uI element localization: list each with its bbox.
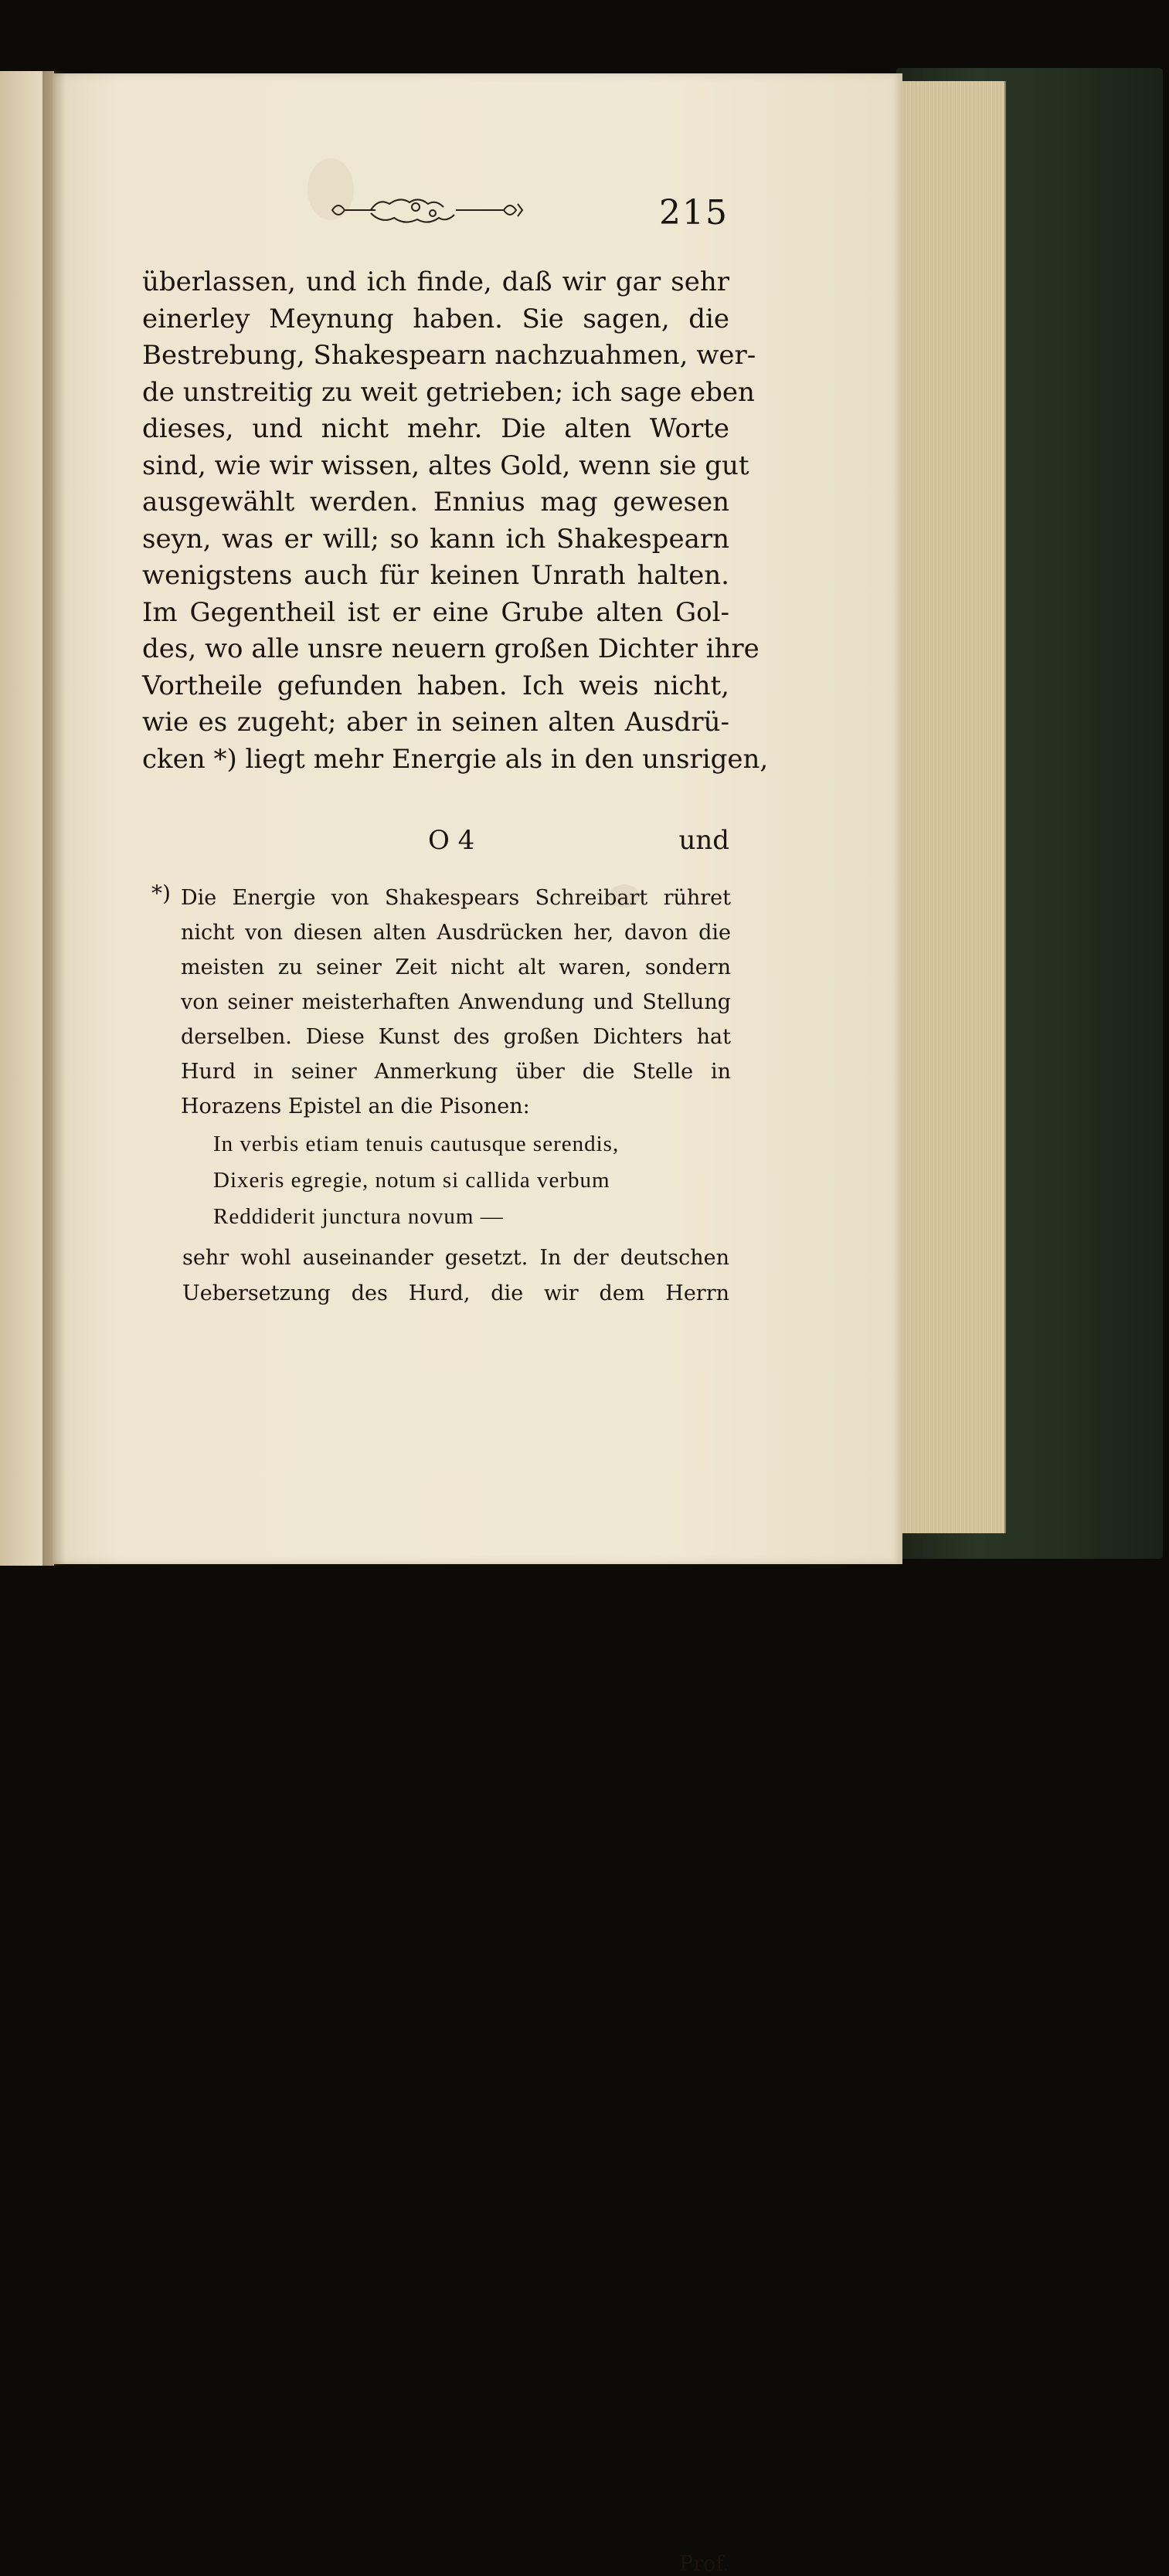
body-line: Im Gegentheil ist er eine Grube alten Gol-	[142, 596, 729, 628]
body-line: Bestrebung, Shakespearn nachzuahmen, wer-	[142, 340, 756, 371]
footnote-catchword: Prof.	[679, 2552, 729, 2576]
body-line: wenigstens auch für keinen Unrath halten.	[142, 560, 729, 591]
body-text	[142, 264, 769, 778]
body-line: sind, wie wir wissen, altes Gold, wenn sie gut	[142, 450, 749, 481]
body-line: ausgewählt werden. Ennius mag gewesen	[142, 487, 729, 518]
latin-quotation	[213, 1126, 731, 1235]
body-line: überlassen, und ich finde, daß wir gar sehr	[142, 266, 729, 297]
footnote-line: nicht von diesen alten Ausdrücken her, davon die	[181, 921, 731, 945]
footnote-line: Uebersetzung des Hurd, die wir dem Herrn	[182, 1281, 729, 1305]
footnote-marker: *)	[151, 881, 171, 906]
body-line: cken *) liegt mehr Energie als in den unsrigen,	[142, 743, 769, 775]
body-line: einerley Meynung haben. Sie sagen, die	[142, 303, 729, 334]
footnote-line: Die Energie von Shakespears Schreibart rühret	[181, 886, 731, 910]
page-block-edges	[896, 81, 1006, 1533]
footnote-line: meisten zu seiner Zeit nicht alt waren, sondern	[181, 955, 731, 979]
body-line: wie es zugeht; aber in seinen alten Ausdrü-	[142, 707, 729, 738]
latin-line: Reddiderit junctura novum —	[213, 1204, 504, 1229]
footnote-line: von seiner meisterhaften Anwendung und Stellung	[181, 990, 731, 1014]
latin-line: In verbis etiam tenuis cautusque serendis,	[213, 1132, 620, 1156]
body-line: Vortheile gefunden haben. Ich weis nicht,	[142, 670, 729, 701]
footnote-line: Horazens Epistel an die Pisonen:	[181, 1095, 530, 1118]
body-line: des, wo alle unsre neuern großen Dichter ihre	[142, 633, 760, 664]
gutter-shadow	[42, 71, 66, 1566]
footnote-text	[181, 881, 731, 1124]
body-line: seyn, was er will; so kann ich Shakespearn	[142, 523, 729, 555]
page-number: 215	[659, 193, 729, 232]
body-line: dieses, und nicht mehr. Die alten Worte	[142, 413, 729, 444]
body-line: de unstreitig zu weit getrieben; ich sage eben	[142, 376, 755, 408]
footnote-line: sehr wohl auseinander gesetzt. In der deutschen	[182, 1246, 729, 1270]
footnote-line: Hurd in seiner Anmerkung über die Stelle in	[181, 1060, 731, 1084]
catchword: und	[678, 825, 729, 856]
signature-row	[142, 825, 729, 864]
ornament-headpiece	[325, 193, 533, 227]
footnote-continuation	[182, 1240, 729, 2576]
footnote-line: derselben. Diese Kunst des großen Dichters hat	[181, 1025, 731, 1049]
latin-line: Dixeris egregie, notum si callida verbum	[213, 1168, 610, 1193]
signature-mark: O 4	[428, 825, 475, 856]
